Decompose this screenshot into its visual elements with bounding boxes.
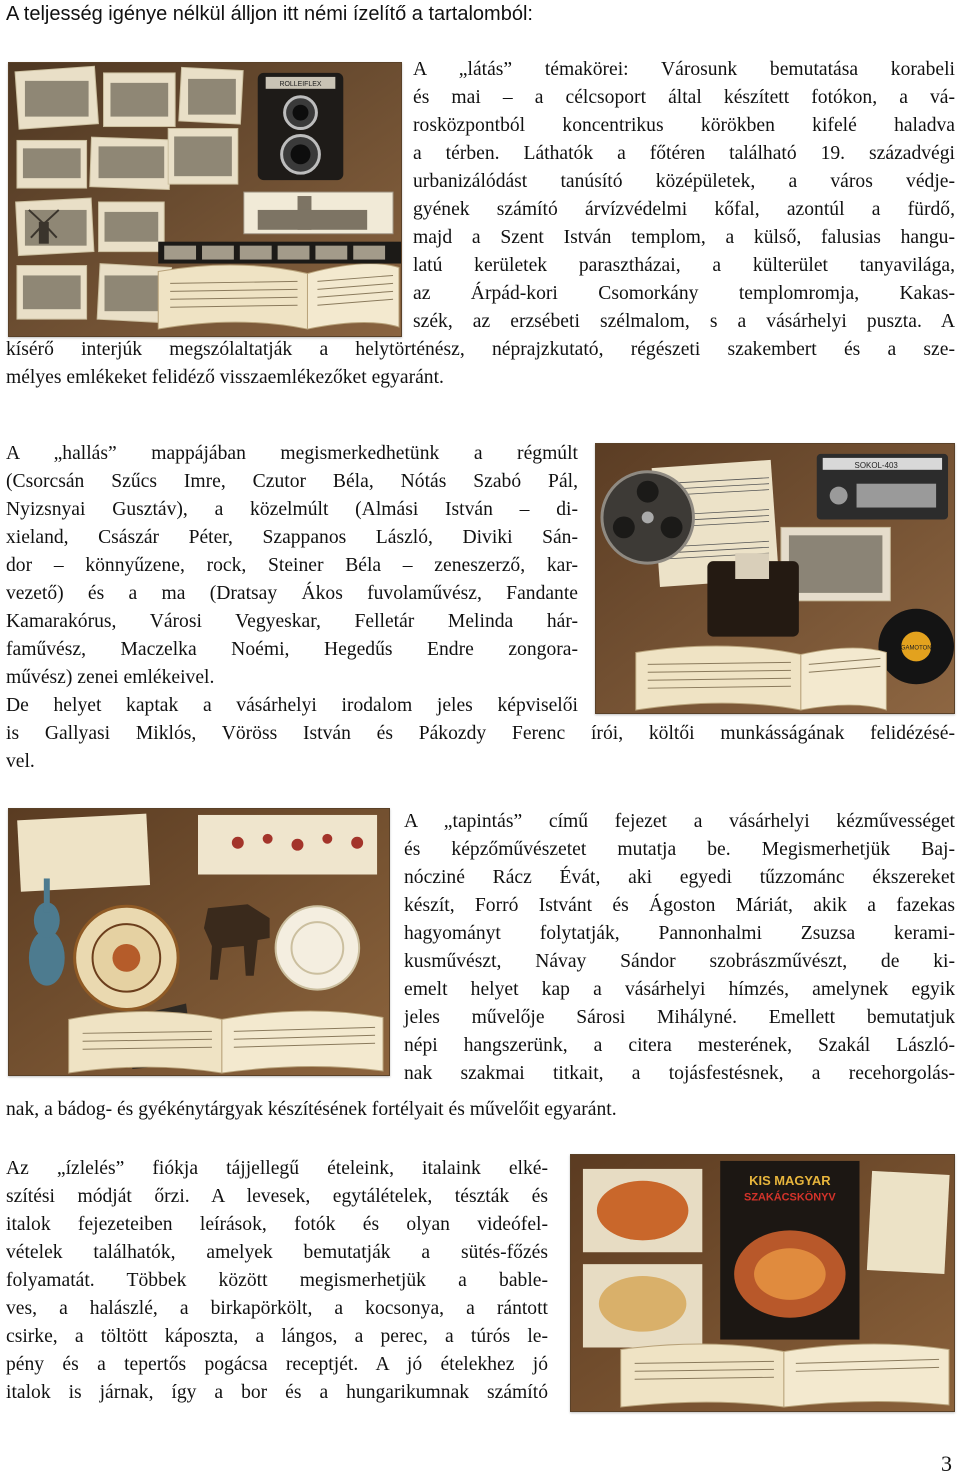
text-line: emelt helyet kap a vásárhelyi hímzés, amelynek egyik [404,979,955,1000]
text-line: A „látás” témakörei: Városunk bemutatása korabeli [413,59,955,80]
text-line: urbanizálódást tanúsító középületek, a város védje - [413,168,955,196]
text-line: folyamatát. Többek között megismerhetjük a bable - [6,1267,548,1295]
text-line: csirke, a töltött káposzta, a lángos, a perec, a túrós le - [6,1323,548,1351]
izleles-paragraph-left [6,1155,548,1407]
text-line: Az „ízlelés” fiókja tájjellegű ételeink, italaink elké - [6,1155,548,1183]
tapintas-collage-image [8,808,390,1076]
text-line: hagyományt folytatják, Pannonhalmi Zsuzsa kerami - [404,920,955,948]
text-line: is Gallyasi Miklós, Vöröss István és Pákozdy Ferenc írói, költői munkásságának felidézésé - [6,720,955,748]
camera-brand-text: ROLLEIFLEX [279,80,322,88]
cookbook-title-line1: KIS MAGYAR [749,1172,831,1188]
text-line: az Árpád-kori Csomorkány templomromja, Kakas - [413,280,955,308]
page-number: 3 [941,1451,952,1476]
text-line: A „tapintás” című fejezet a vásárhelyi kézművességet [404,811,955,832]
text-line: szék, az erzsébeti szélmalom, s a vásárhelyi puszta. A [413,311,955,332]
text-line: rosközpontból koncentrikus körökben kifelé haladva [413,115,955,136]
text-line: vételek találhatók, amelyek bemutatják a sütés-főzés [6,1242,548,1263]
radio-brand-text: SOKOL-403 [854,460,898,470]
text-line: szítési módját őrzi. A levesek, egytálételek, tészták és [6,1186,548,1207]
text-line: Kamarakórus, Városi Vegyeskar, Felletár Melinda hár - [6,608,578,636]
text-line: a térben. Láthatók a főtéren található 19. századvégi [413,143,955,164]
latas-paragraph-full [6,336,955,392]
intro-text: A teljesség igénye nélkül álljon itt némi ízelítő a tartalomból: [6,3,533,25]
text-line: kísérő interjúk megszólaltatják a helytörténész, néprajzkutató, régészeti szakembert és a sze - [6,336,955,364]
text-line: xieland, Császár Péter, Szappanos László, Diviki Sán - [6,524,578,552]
text-line: nócziné Rácz Évát, aki egyedi tűzzománc ékszereket [404,867,955,888]
latas-collage-image [8,62,402,337]
text-line: művész) zenei emlékeivel. [6,667,215,688]
cookbook-title-line2: SZAKÁCSKÖNYV [744,1191,836,1204]
text-line: dor – könnyűzene, rock, Steiner Béla – zeneszerző, kar - [6,552,578,580]
text-line: gyének számító árvízvédelmi kőfal, azontúl a fürdő, [413,199,955,220]
hallas-paragraph-left [6,440,578,720]
izleles-collage-image [570,1154,955,1412]
text-line: vezető) és a ma (Dratsay Ákos fuvolaművész, Fandante [6,583,578,604]
text-line: italok fejezeteiben leírások, fotók és olyan videófel - [6,1211,548,1239]
text-line: kusművészt, Návay Sándor szobrászművészt, de ki - [404,948,955,976]
text-line: ves, a halászlé, a birkapörkölt, a kocsonya, a rántott [6,1298,548,1319]
latas-paragraph-right [413,56,955,336]
hallas-paragraph-full [6,720,955,776]
text-line: nak, a bádog- és gyékénytárgyak készítésének fortélyait és művelőit egyaránt. [6,1099,617,1120]
text-line: A „hallás” mappájában megismerkedhetünk a régmúlt [6,443,578,464]
record-label-text: GAMOTON [900,645,932,652]
tapintas-paragraph-full [6,1096,955,1124]
text-line: majd a Szent István templom, a külső, falusias hangu - [413,224,955,252]
text-line: készít, Forró Istvánt és Ágoston Máriát, akik a fazekas [404,895,955,916]
text-line: és képzőművészetet mutatja be. Megismerhetjük Baj - [404,836,955,864]
tapintas-paragraph-right [404,808,955,1088]
text-line: Nyizsnyai Gusztáv), a közelmúlt (Almási István – di - [6,496,578,524]
text-line: faművész, Maczelka Noémi, Hegedűs Endre zongora - [6,636,578,664]
text-line: De helyet kaptak a vásárhelyi irodalom jeles képviselői [6,695,578,716]
text-line: latú kerületek parasztházai, a külterület tanyavilága, [413,255,955,276]
text-line: italok is járnak, így a bor és a hungarikumnak számító [6,1382,548,1403]
text-line: népi hangszerünk, a citera mesterének, Szakál László - [404,1032,955,1060]
text-line: (Csorcsán Szűcs Imre, Czutor Béla, Nótás Szabó Pál, [6,471,578,492]
text-line: nak szakmai titkait, a tojásfestésnek, a recehorgolás - [404,1060,955,1088]
text-line: és mai – a célcsoport által készített fotókon, a vá - [413,84,955,112]
hallas-collage-image [595,443,955,714]
text-line: mélyes emlékeket felidéző visszaemlékezőket egyaránt. [6,367,444,388]
text-line: pény és a tepertős pogácsa receptjét. A jó ételekhez jó [6,1354,548,1375]
text-line: vel. [6,751,35,772]
text-line: jeles művelője Sárosi Mihályné. Emellett bemutatjuk [404,1007,955,1028]
